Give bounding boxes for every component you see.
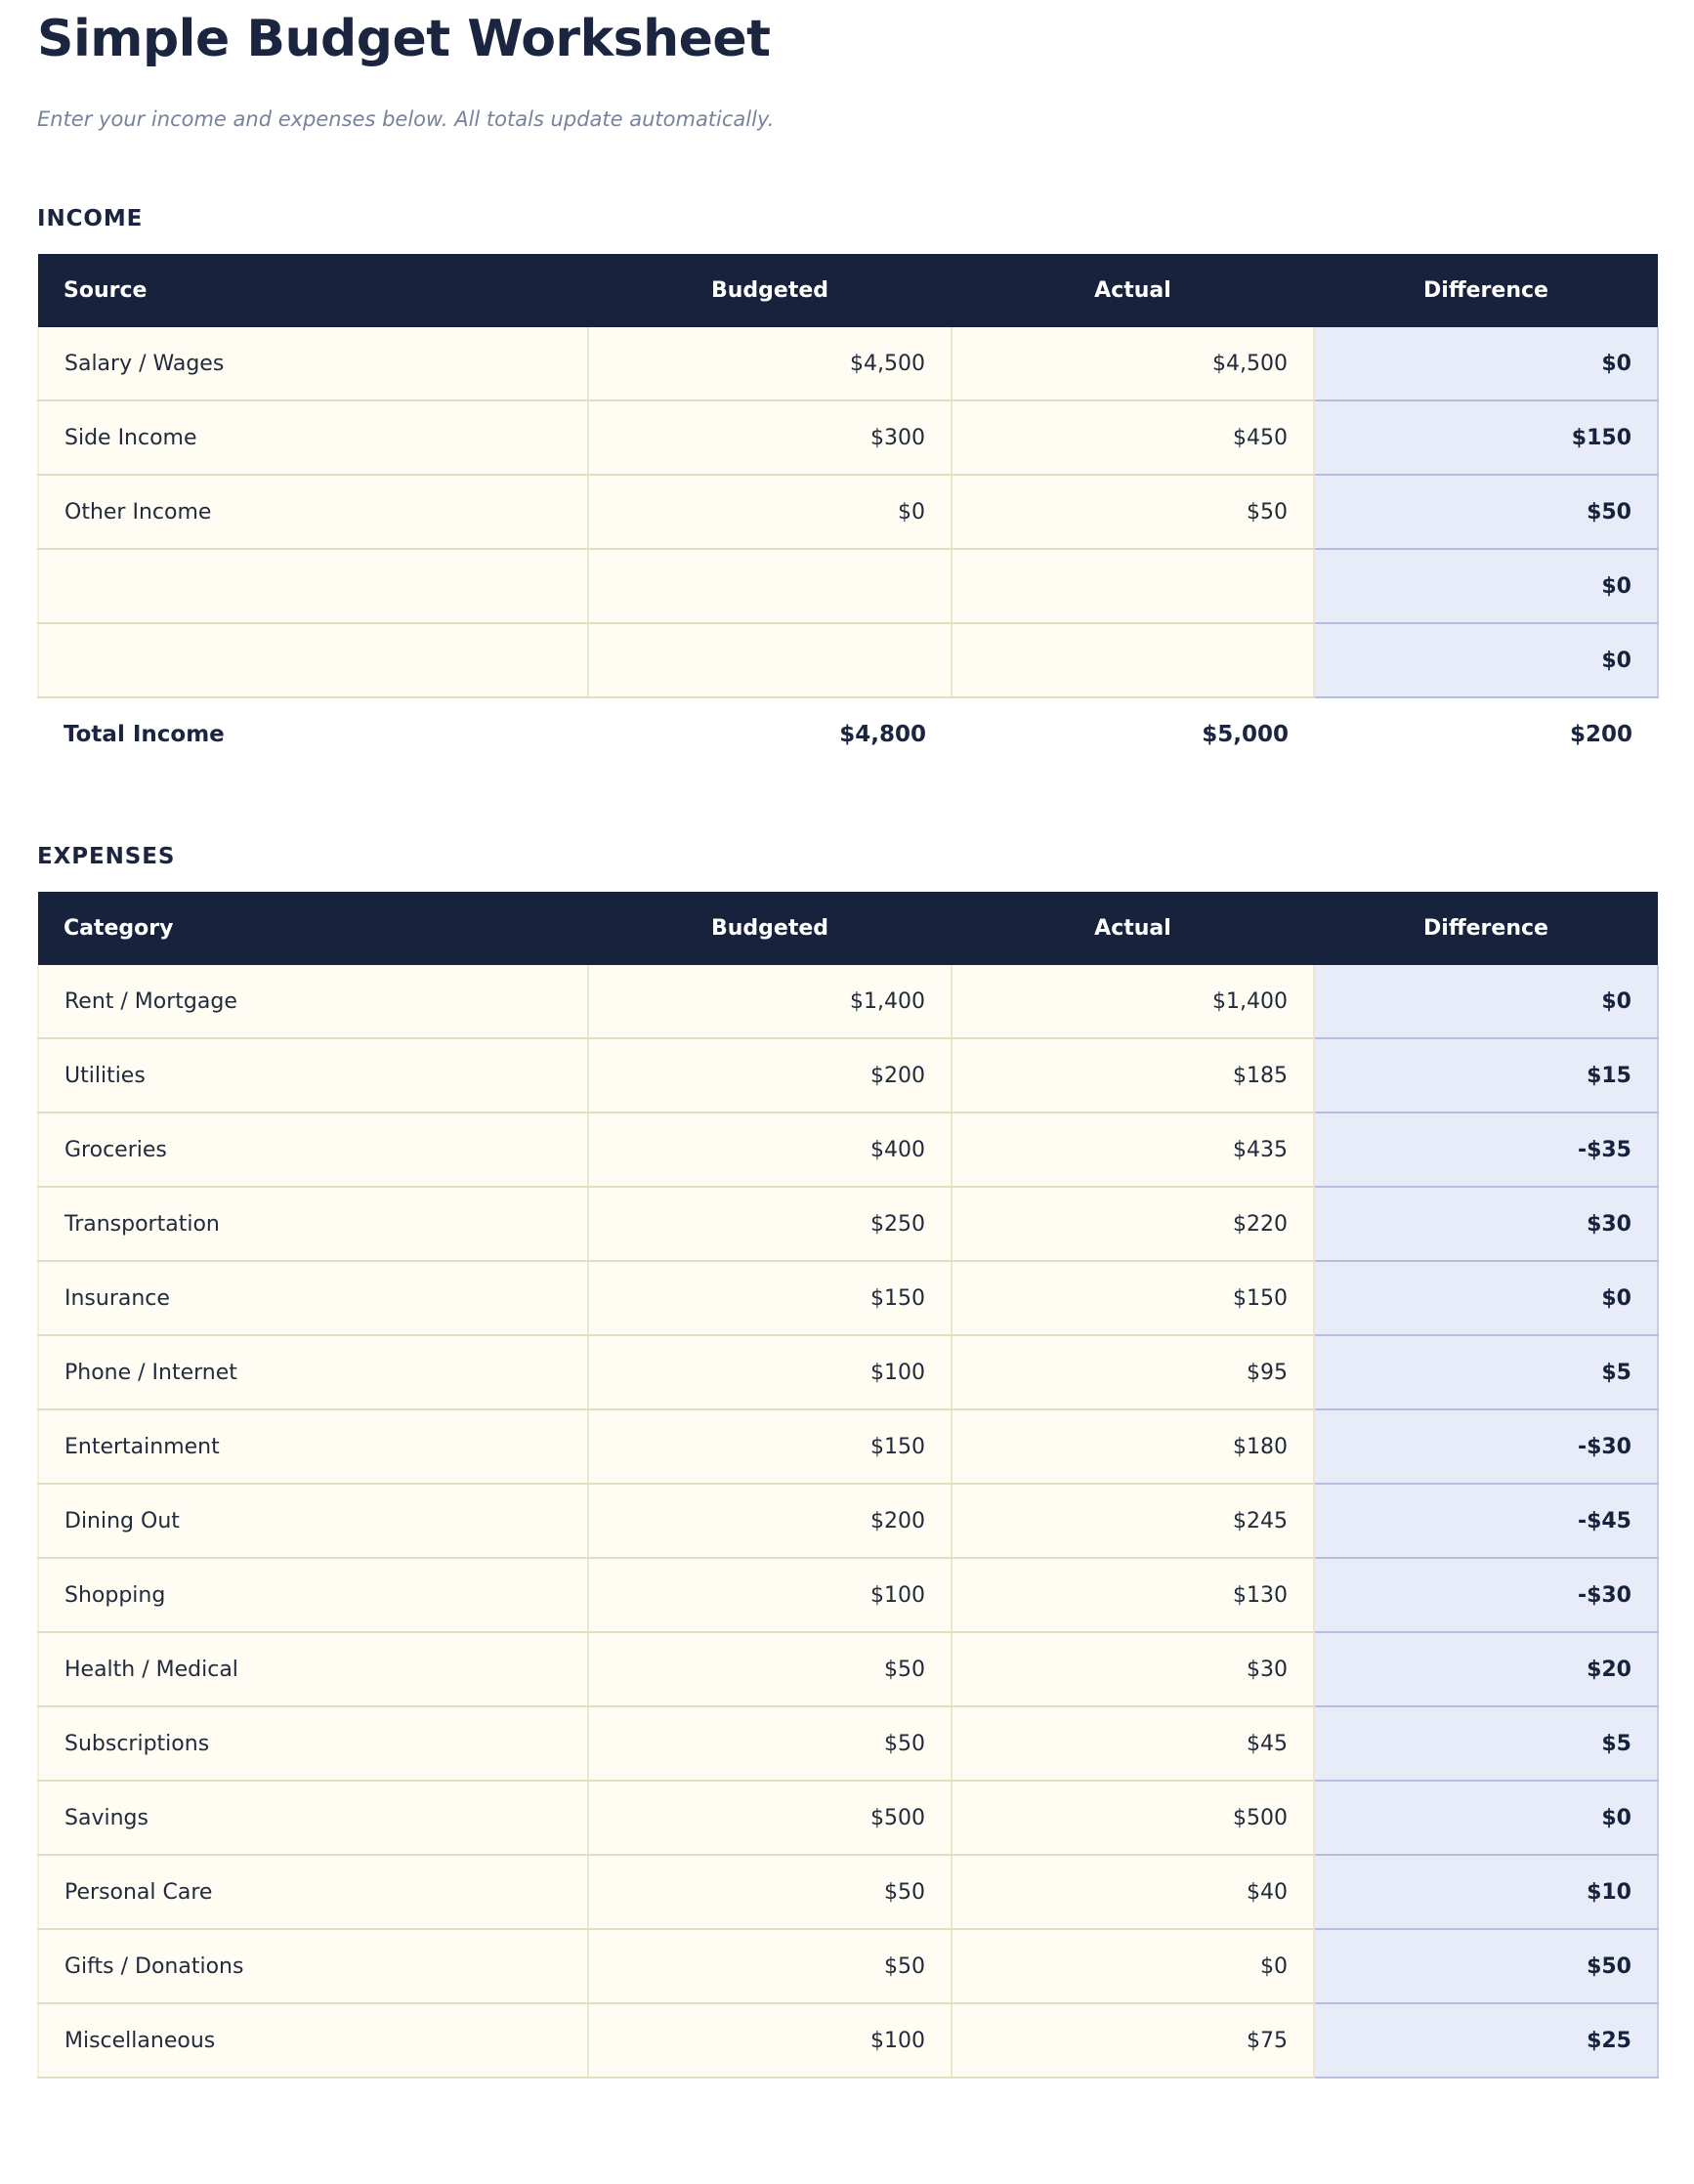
- table-row: [38, 1113, 1658, 1187]
- table-row: [38, 1781, 1658, 1855]
- expenses-budgeted-cell[interactable]: $100: [588, 2003, 952, 2078]
- expenses-name-cell[interactable]: Phone / Internet: [38, 1335, 588, 1409]
- income-actual-cell[interactable]: $50: [952, 475, 1314, 549]
- income-actual-cell[interactable]: $450: [952, 400, 1314, 475]
- income-table-wrapper: [37, 254, 1657, 771]
- expenses-name-cell[interactable]: Health / Medical: [38, 1632, 588, 1706]
- table-row: [38, 1335, 1658, 1409]
- table-row: [38, 1558, 1658, 1632]
- income-name-cell[interactable]: Salary / Wages: [38, 327, 588, 400]
- expenses-budgeted-cell[interactable]: $1,400: [588, 965, 952, 1038]
- expenses-difference-cell: $15: [1314, 1038, 1658, 1113]
- expenses-difference-cell: -$45: [1314, 1484, 1658, 1558]
- income-total-actual: $5,000: [1202, 722, 1289, 748]
- expenses-name-cell[interactable]: Utilities: [38, 1038, 588, 1113]
- income-header-row: [38, 254, 1658, 327]
- expenses-difference-cell: -$30: [1314, 1558, 1658, 1632]
- income-actual-cell[interactable]: $4,500: [952, 327, 1314, 400]
- income-actual-cell[interactable]: [952, 623, 1314, 697]
- expenses-difference-cell: $50: [1314, 1929, 1658, 2003]
- expenses-actual-cell[interactable]: $40: [952, 1855, 1314, 1929]
- table-row: [38, 549, 1658, 623]
- table-row: [38, 1409, 1658, 1484]
- expenses-actual-cell[interactable]: $220: [952, 1187, 1314, 1261]
- expenses-name-cell[interactable]: Insurance: [38, 1261, 588, 1335]
- expenses-difference-cell: $0: [1314, 1781, 1658, 1855]
- expenses-name-cell[interactable]: Subscriptions: [38, 1706, 588, 1781]
- income-name-cell[interactable]: Side Income: [38, 400, 588, 475]
- income-budgeted-cell[interactable]: [588, 623, 952, 697]
- table-row: [38, 1261, 1658, 1335]
- expenses-table-wrapper: [37, 892, 1657, 2079]
- income-total-row: [38, 697, 1658, 771]
- expenses-col-actual: Actual: [952, 892, 1314, 965]
- expenses-difference-cell: $0: [1314, 965, 1658, 1038]
- expenses-actual-cell[interactable]: $130: [952, 1558, 1314, 1632]
- income-budgeted-cell[interactable]: [588, 549, 952, 623]
- expenses-budgeted-cell[interactable]: $150: [588, 1261, 952, 1335]
- table-row: [38, 1855, 1658, 1929]
- table-row: [38, 475, 1658, 549]
- expenses-table-body: [38, 965, 1658, 2078]
- table-row: [38, 1706, 1658, 1781]
- table-row: [38, 623, 1658, 697]
- expenses-difference-cell: $25: [1314, 2003, 1658, 2078]
- income-total-label: Total Income: [64, 722, 225, 748]
- expenses-actual-cell[interactable]: $435: [952, 1113, 1314, 1187]
- expenses-name-cell[interactable]: Savings: [38, 1781, 588, 1855]
- expenses-name-cell[interactable]: Shopping: [38, 1558, 588, 1632]
- table-row: [38, 1187, 1658, 1261]
- expenses-actual-cell[interactable]: $500: [952, 1781, 1314, 1855]
- expenses-difference-cell: $10: [1314, 1855, 1658, 1929]
- income-difference-cell: $0: [1314, 327, 1658, 400]
- income-table: [37, 254, 1659, 771]
- expenses-budgeted-cell[interactable]: $250: [588, 1187, 952, 1261]
- bottom-spacer: [37, 2079, 1657, 2086]
- expenses-name-cell[interactable]: Transportation: [38, 1187, 588, 1261]
- page-title: Simple Budget Worksheet: [37, 10, 771, 68]
- expenses-budgeted-cell[interactable]: $500: [588, 1781, 952, 1855]
- income-budgeted-cell[interactable]: $4,500: [588, 327, 952, 400]
- income-actual-cell[interactable]: [952, 549, 1314, 623]
- income-difference-cell: $0: [1314, 549, 1658, 623]
- income-budgeted-cell[interactable]: $0: [588, 475, 952, 549]
- income-name-cell[interactable]: [38, 623, 588, 697]
- income-total-budgeted: $4,800: [839, 722, 926, 748]
- expenses-name-cell[interactable]: Entertainment: [38, 1409, 588, 1484]
- income-table-body: [38, 327, 1658, 697]
- expenses-actual-cell[interactable]: $0: [952, 1929, 1314, 2003]
- table-row: [38, 965, 1658, 1038]
- expenses-actual-cell[interactable]: $30: [952, 1632, 1314, 1706]
- expenses-actual-cell[interactable]: $1,400: [952, 965, 1314, 1038]
- expenses-budgeted-cell[interactable]: $200: [588, 1038, 952, 1113]
- income-col-source: Source: [38, 254, 588, 327]
- income-difference-cell: $150: [1314, 400, 1658, 475]
- expenses-difference-cell: -$35: [1314, 1113, 1658, 1187]
- income-name-cell[interactable]: Other Income: [38, 475, 588, 549]
- expenses-difference-cell: $0: [1314, 1261, 1658, 1335]
- expenses-col-difference: Difference: [1314, 892, 1658, 965]
- expenses-col-budgeted: Budgeted: [588, 892, 952, 965]
- expenses-name-cell[interactable]: Miscellaneous: [38, 2003, 588, 2078]
- expenses-budgeted-cell[interactable]: $150: [588, 1409, 952, 1484]
- expenses-actual-cell[interactable]: $45: [952, 1706, 1314, 1781]
- expenses-budgeted-cell[interactable]: $100: [588, 1558, 952, 1632]
- expenses-section-heading: EXPENSES: [37, 844, 176, 870]
- expenses-name-cell[interactable]: Groceries: [38, 1113, 588, 1187]
- expenses-name-cell[interactable]: Gifts / Donations: [38, 1929, 588, 2003]
- income-name-cell[interactable]: [38, 549, 588, 623]
- expenses-table-head: [38, 892, 1658, 965]
- table-row: [38, 1038, 1658, 1113]
- expenses-name-cell[interactable]: Personal Care: [38, 1855, 588, 1929]
- expenses-budgeted-cell[interactable]: $50: [588, 1706, 952, 1781]
- income-col-actual: Actual: [952, 254, 1314, 327]
- income-col-budgeted: Budgeted: [588, 254, 952, 327]
- income-budgeted-cell[interactable]: $300: [588, 400, 952, 475]
- table-row: [38, 1632, 1658, 1706]
- expenses-difference-cell: $5: [1314, 1706, 1658, 1781]
- expenses-budgeted-cell[interactable]: $200: [588, 1484, 952, 1558]
- income-difference-cell: $0: [1314, 623, 1658, 697]
- expenses-budgeted-cell[interactable]: $50: [588, 1929, 952, 2003]
- expenses-actual-cell[interactable]: $75: [952, 2003, 1314, 2078]
- income-total-difference: $200: [1569, 722, 1632, 748]
- expenses-actual-cell[interactable]: $180: [952, 1409, 1314, 1484]
- expenses-actual-cell[interactable]: $245: [952, 1484, 1314, 1558]
- expenses-header-row: [38, 892, 1658, 965]
- expenses-budgeted-cell[interactable]: $100: [588, 1335, 952, 1409]
- expenses-difference-cell: $30: [1314, 1187, 1658, 1261]
- expenses-difference-cell: $20: [1314, 1632, 1658, 1706]
- table-row: [38, 1484, 1658, 1558]
- expenses-difference-cell: $5: [1314, 1335, 1658, 1409]
- expenses-actual-cell[interactable]: $95: [952, 1335, 1314, 1409]
- expenses-actual-cell[interactable]: $150: [952, 1261, 1314, 1335]
- expenses-budgeted-cell[interactable]: $400: [588, 1113, 952, 1187]
- expenses-budgeted-cell[interactable]: $50: [588, 1855, 952, 1929]
- income-table-head: [38, 254, 1658, 327]
- table-row: [38, 400, 1658, 475]
- table-row: [38, 1929, 1658, 2003]
- expenses-name-cell[interactable]: Rent / Mortgage: [38, 965, 588, 1038]
- page-subtitle: Enter your income and expenses below. All totals update automatically.: [37, 107, 775, 131]
- expenses-table: [37, 892, 1659, 2079]
- income-difference-cell: $50: [1314, 475, 1658, 549]
- income-col-difference: Difference: [1314, 254, 1658, 327]
- table-row: [38, 2003, 1658, 2078]
- income-section-heading: INCOME: [37, 206, 144, 232]
- expenses-budgeted-cell[interactable]: $50: [588, 1632, 952, 1706]
- income-table-foot: [38, 697, 1658, 771]
- expenses-actual-cell[interactable]: $185: [952, 1038, 1314, 1113]
- table-row: [38, 327, 1658, 400]
- expenses-col-category: Category: [38, 892, 588, 965]
- expenses-name-cell[interactable]: Dining Out: [38, 1484, 588, 1558]
- expenses-difference-cell: -$30: [1314, 1409, 1658, 1484]
